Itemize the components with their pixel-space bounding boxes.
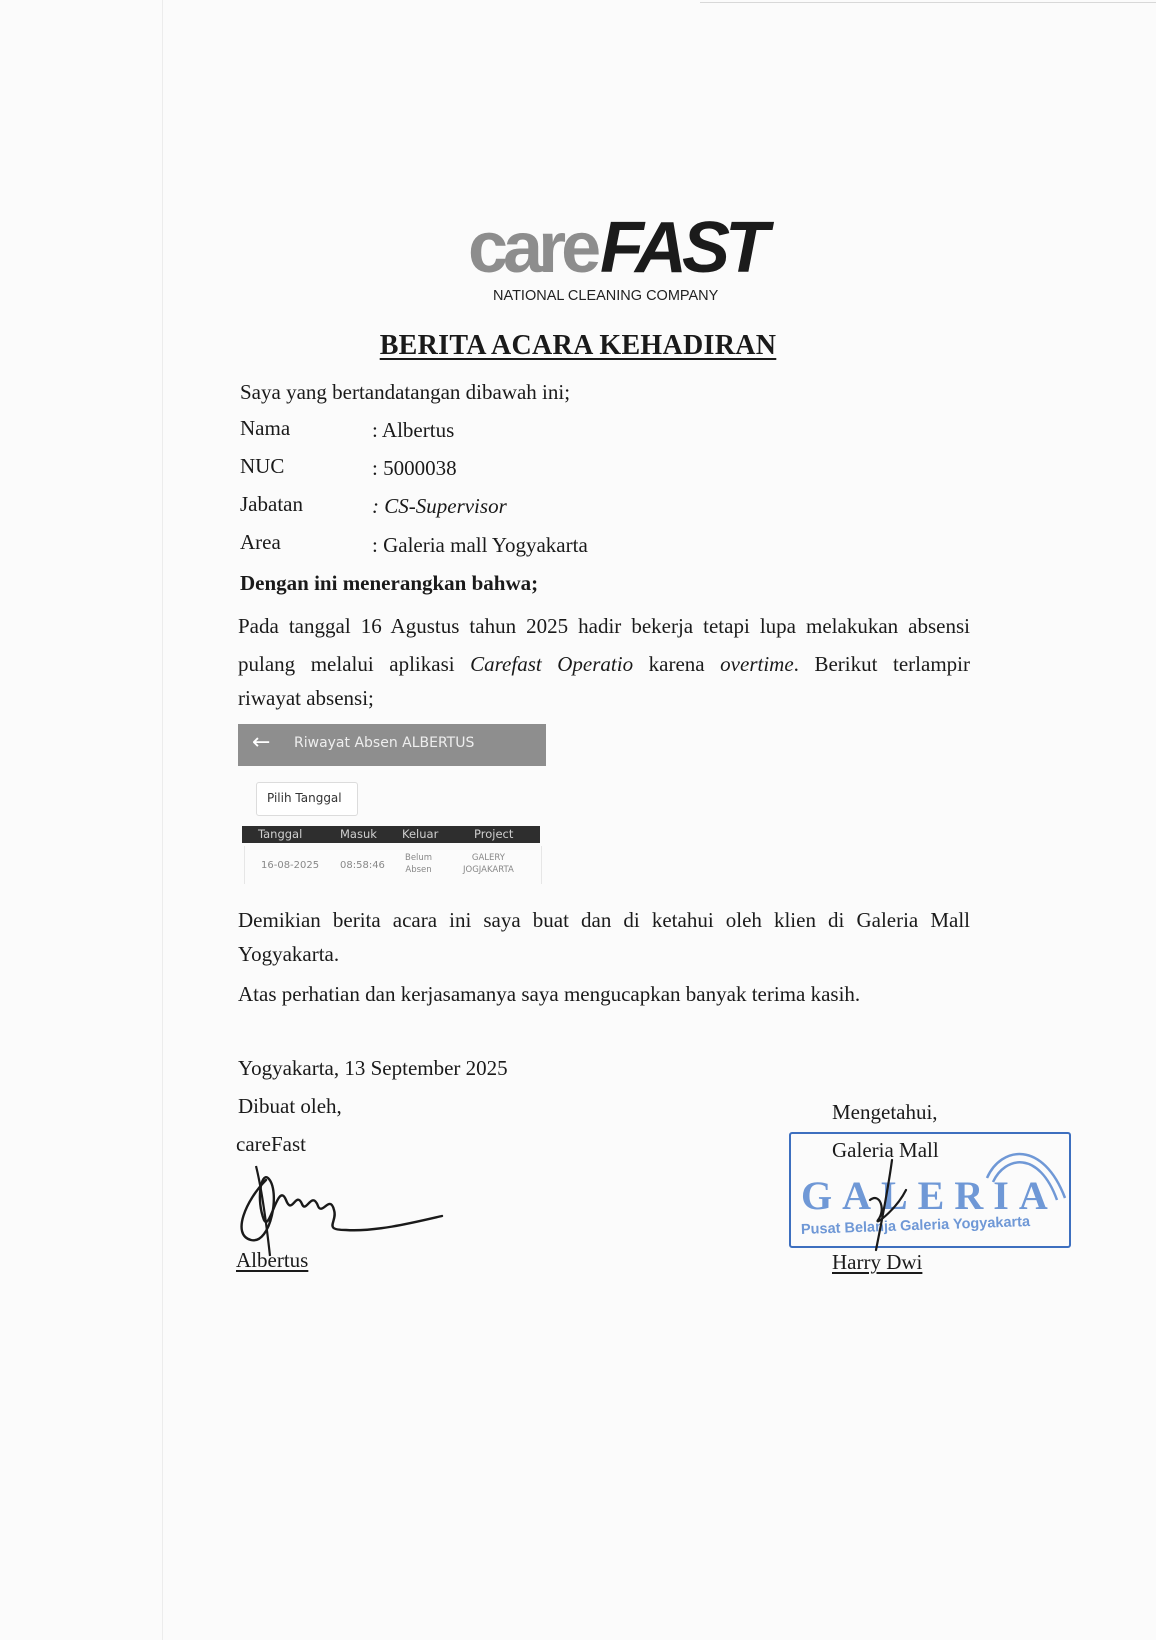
field-label-nuc: NUC (240, 454, 285, 478)
date-picker-button (256, 782, 358, 816)
column-header-project: Project (474, 827, 514, 841)
signature-albertus (226, 1160, 456, 1260)
left-signer-name: Albertus (236, 1248, 309, 1272)
paragraph-text: . Berikut terlampir (793, 652, 970, 676)
field-value-area: : Galeria mall Yogyakarta (372, 533, 588, 557)
logo-care-text: care (468, 208, 597, 288)
scan-edge-line (162, 0, 163, 1640)
app-header-title: Riwayat Absen ALBERTUS (294, 735, 475, 751)
logo-fast-text: FAST (600, 208, 765, 288)
date-picker-label: Pilih Tanggal (267, 791, 342, 805)
field-label-nama: Nama (240, 416, 291, 440)
closing-line-1: Demikian berita acara ini saya buat dan di ketahui oleh klien di Galeria Mall (238, 908, 970, 932)
closing-line-3: Atas perhatian dan kerjasamanya saya mengucapkan banyak terima kasih. (238, 982, 861, 1006)
column-header-tanggal: Tanggal (258, 827, 303, 841)
paragraph-text: pulang melalui aplikasi (238, 652, 471, 676)
field-value-jabatan: : CS-Supervisor (372, 494, 507, 518)
made-by-label: Dibuat oleh, (238, 1094, 342, 1118)
cell-project-line-2: JOGJAKARTA (463, 865, 514, 875)
stamp-logo-text: GALERIA (801, 1173, 1058, 1218)
cell-project-line-1: GALERY (471, 853, 505, 863)
field-label-jabatan: Jabatan (240, 492, 303, 516)
carefast-logo (468, 208, 765, 308)
paragraph-line-3: riwayat absensi; (238, 686, 374, 710)
cell-masuk: 08:58:46 (340, 860, 385, 871)
attendance-table-header (242, 826, 540, 843)
table-row (244, 846, 542, 884)
arrow-left-icon: ← (252, 730, 271, 755)
signature-harry (856, 1150, 916, 1260)
paragraph-line-1: Pada tanggal 16 Agustus tahun 2025 hadir bekerja tetapi lupa melakukan absensi (238, 614, 970, 638)
closing-line-2: Yogyakarta. (238, 942, 340, 966)
place-date: Yogyakarta, 13 September 2025 (238, 1056, 508, 1080)
overtime-text: overtime (720, 652, 794, 676)
stamp-subtitle: Pusat Belanja Galeria Yogyakarta (800, 1214, 1031, 1238)
field-value-nama: : Albertus (372, 418, 455, 442)
right-company: Galeria Mall (832, 1138, 939, 1162)
field-value-nuc: : 5000038 (372, 456, 457, 480)
cell-keluar-line-2: Absen (405, 865, 432, 875)
column-header-masuk: Masuk (340, 827, 377, 841)
cell-tanggal: 16-08-2025 (261, 860, 320, 871)
intro-text: Saya yang bertandatangan dibawah ini; (240, 380, 571, 404)
field-label-area: Area (240, 530, 281, 554)
cell-project (463, 852, 514, 876)
left-company: careFast (236, 1132, 306, 1156)
document-title: BERITA ACARA KEHADIRAN (379, 330, 777, 361)
cell-keluar (405, 852, 432, 876)
logo-tagline: NATIONAL CLEANING COMPANY (493, 288, 719, 304)
column-header-keluar: Keluar (402, 827, 439, 841)
cell-keluar-line-1: Belum (405, 853, 433, 863)
app-name-text: Carefast Operatio (470, 652, 634, 676)
stamp-arc-icon (981, 1138, 1071, 1218)
right-signer-name: Harry Dwi (832, 1250, 923, 1274)
statement-heading: Dengan ini menerangkan bahwa; (240, 571, 539, 595)
paragraph-text: karena (633, 652, 721, 676)
acknowledged-label: Mengetahui, (832, 1100, 938, 1124)
paragraph-line-2 (238, 652, 970, 677)
app-header-bar (238, 724, 546, 766)
scan-top-line (700, 2, 1156, 3)
